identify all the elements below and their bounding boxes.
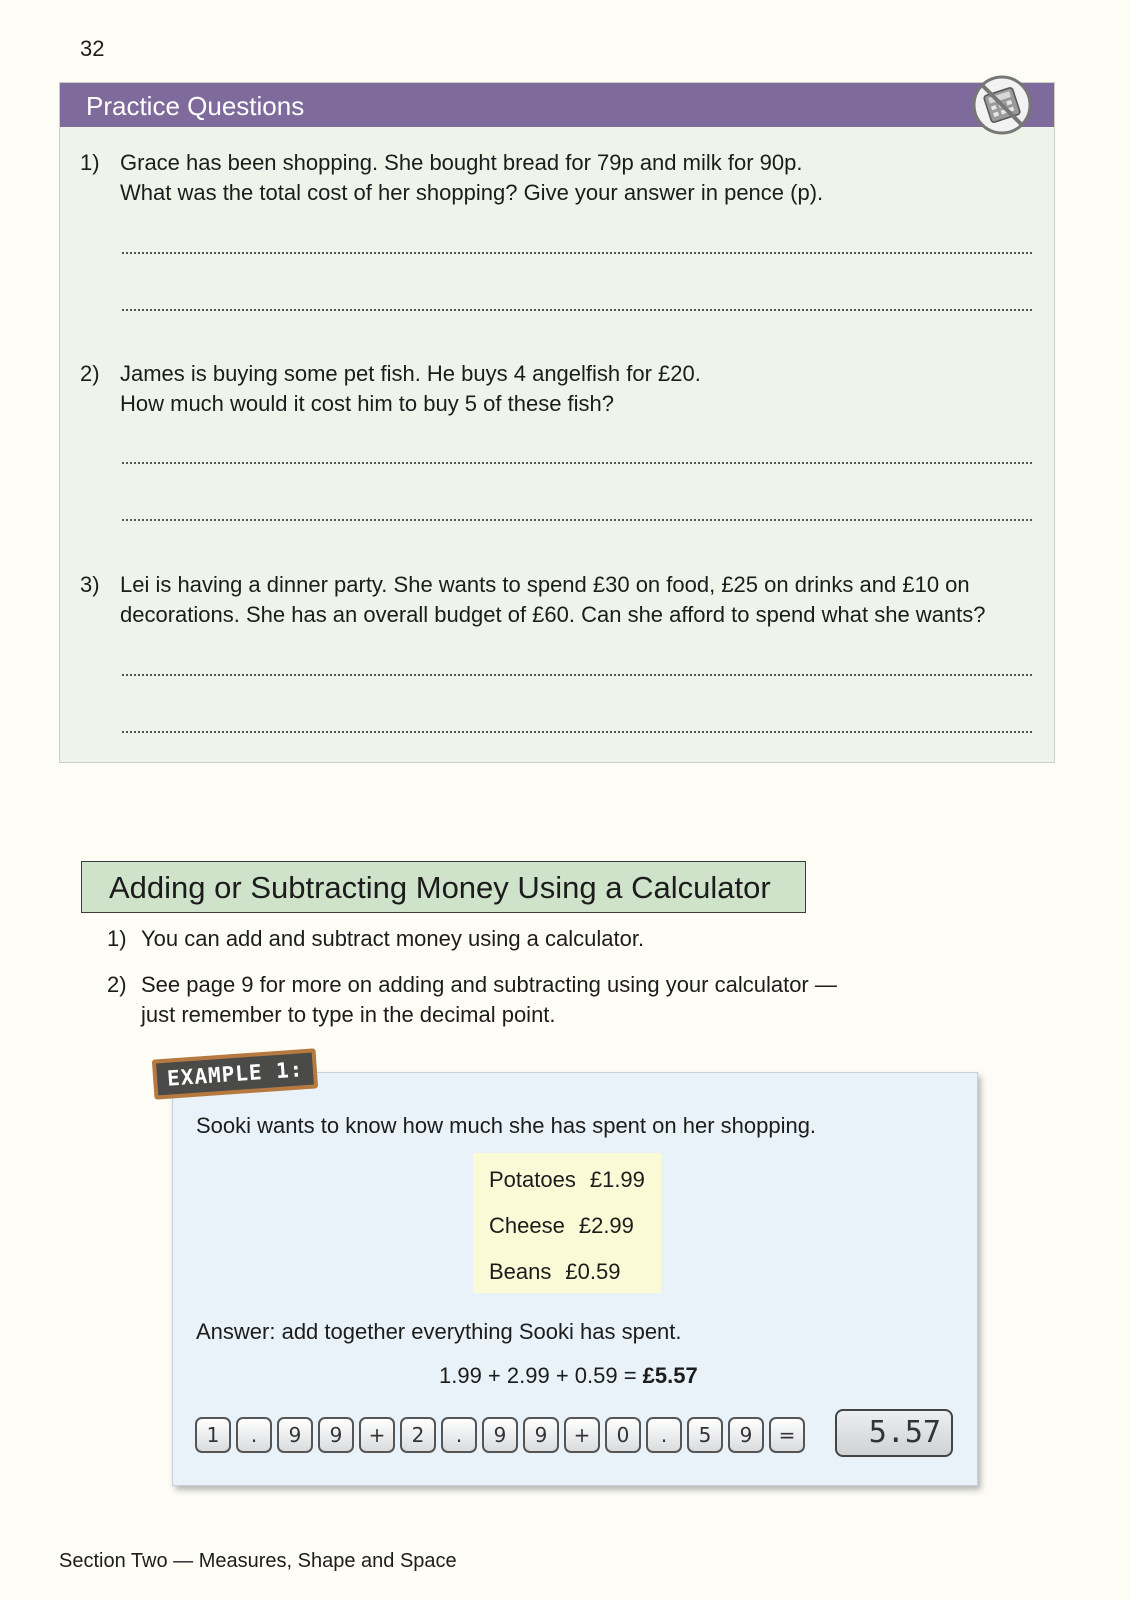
point-number: 1)	[107, 926, 127, 951]
practice-header	[60, 83, 1054, 127]
calc-key[interactable]: .	[441, 1417, 477, 1453]
item-name: Cheese	[489, 1213, 565, 1238]
equation	[439, 1363, 698, 1389]
calc-key[interactable]: +	[564, 1417, 600, 1453]
item-price: £1.99	[589, 1167, 645, 1192]
answer-line[interactable]	[122, 252, 1032, 254]
calc-key[interactable]: +	[359, 1417, 395, 1453]
example-tag-label: EXAMPLE 1:	[166, 1057, 305, 1091]
answer-line[interactable]	[122, 309, 1032, 311]
calc-key[interactable]: .	[646, 1417, 682, 1453]
point-text: just remember to type in the decimal point.	[141, 1002, 556, 1027]
footer: Section Two — Measures, Shape and Space	[59, 1550, 457, 1572]
point-number: 2)	[107, 972, 127, 997]
example-box	[172, 1072, 978, 1486]
practice-questions-panel	[59, 82, 1055, 763]
calc-key[interactable]: =	[769, 1417, 805, 1453]
answer-line[interactable]	[122, 462, 1032, 464]
calc-key[interactable]: 5	[687, 1417, 723, 1453]
no-calculator-icon	[970, 73, 1034, 137]
question-text: What was the total cost of her shopping? Give your answer in pence (p).	[120, 180, 824, 205]
topic-title: Adding or Subtracting Money Using a Calculator	[109, 870, 771, 905]
item-price: £2.99	[578, 1213, 634, 1238]
question-text: decorations. She has an overall budget of £60. Can she afford to spend what she wants?	[120, 602, 986, 627]
answer-line[interactable]	[122, 674, 1032, 676]
calc-key[interactable]: 9	[318, 1417, 354, 1453]
answer-text: Answer: add together everything Sooki has spent.	[196, 1319, 682, 1344]
calc-key[interactable]: 9	[277, 1417, 313, 1453]
calc-key[interactable]: 1	[195, 1417, 231, 1453]
question-number: 3)	[80, 572, 100, 597]
item-price: £0.59	[565, 1259, 621, 1284]
point-text: You can add and subtract money using a calculator.	[141, 926, 645, 951]
calc-key[interactable]: 0	[605, 1417, 641, 1453]
list-item	[489, 1167, 645, 1193]
point-text: See page 9 for more on adding and subtracting using your calculator —	[141, 972, 837, 997]
item-name: Beans	[489, 1259, 552, 1284]
calc-key[interactable]: 9	[728, 1417, 764, 1453]
page-number: 32	[80, 36, 105, 61]
question-number: 2)	[80, 361, 100, 386]
question-text: Grace has been shopping. She bought bread for 79p and milk for 90p.	[120, 150, 803, 175]
equation-result: £5.57	[642, 1363, 698, 1388]
calc-key[interactable]: 2	[400, 1417, 436, 1453]
calc-key[interactable]: .	[236, 1417, 272, 1453]
question-text: How much would it cost him to buy 5 of these fish?	[120, 391, 615, 416]
answer-line[interactable]	[122, 519, 1032, 521]
equation-expression: 1.99 + 2.99 + 0.59 =	[439, 1363, 643, 1388]
answer-line[interactable]	[122, 731, 1032, 733]
list-item	[489, 1213, 634, 1239]
example-intro: Sooki wants to know how much she has spent on her shopping.	[196, 1113, 817, 1138]
shopping-list	[473, 1153, 661, 1293]
list-item	[489, 1259, 620, 1285]
question-text: James is buying some pet fish. He buys 4 angelfish for £20.	[120, 361, 701, 386]
question-text: Lei is having a dinner party. She wants to spend £30 on food, £25 on drinks and £10 on	[120, 572, 970, 597]
item-name: Potatoes	[489, 1167, 576, 1192]
question-number: 1)	[80, 150, 100, 175]
calc-key[interactable]: 9	[482, 1417, 518, 1453]
calculator-display: 5.57	[835, 1409, 953, 1457]
practice-title: Practice Questions	[86, 91, 305, 121]
calculator-keys	[195, 1409, 955, 1459]
topic-heading-box	[81, 861, 806, 913]
calc-key[interactable]: 9	[523, 1417, 559, 1453]
